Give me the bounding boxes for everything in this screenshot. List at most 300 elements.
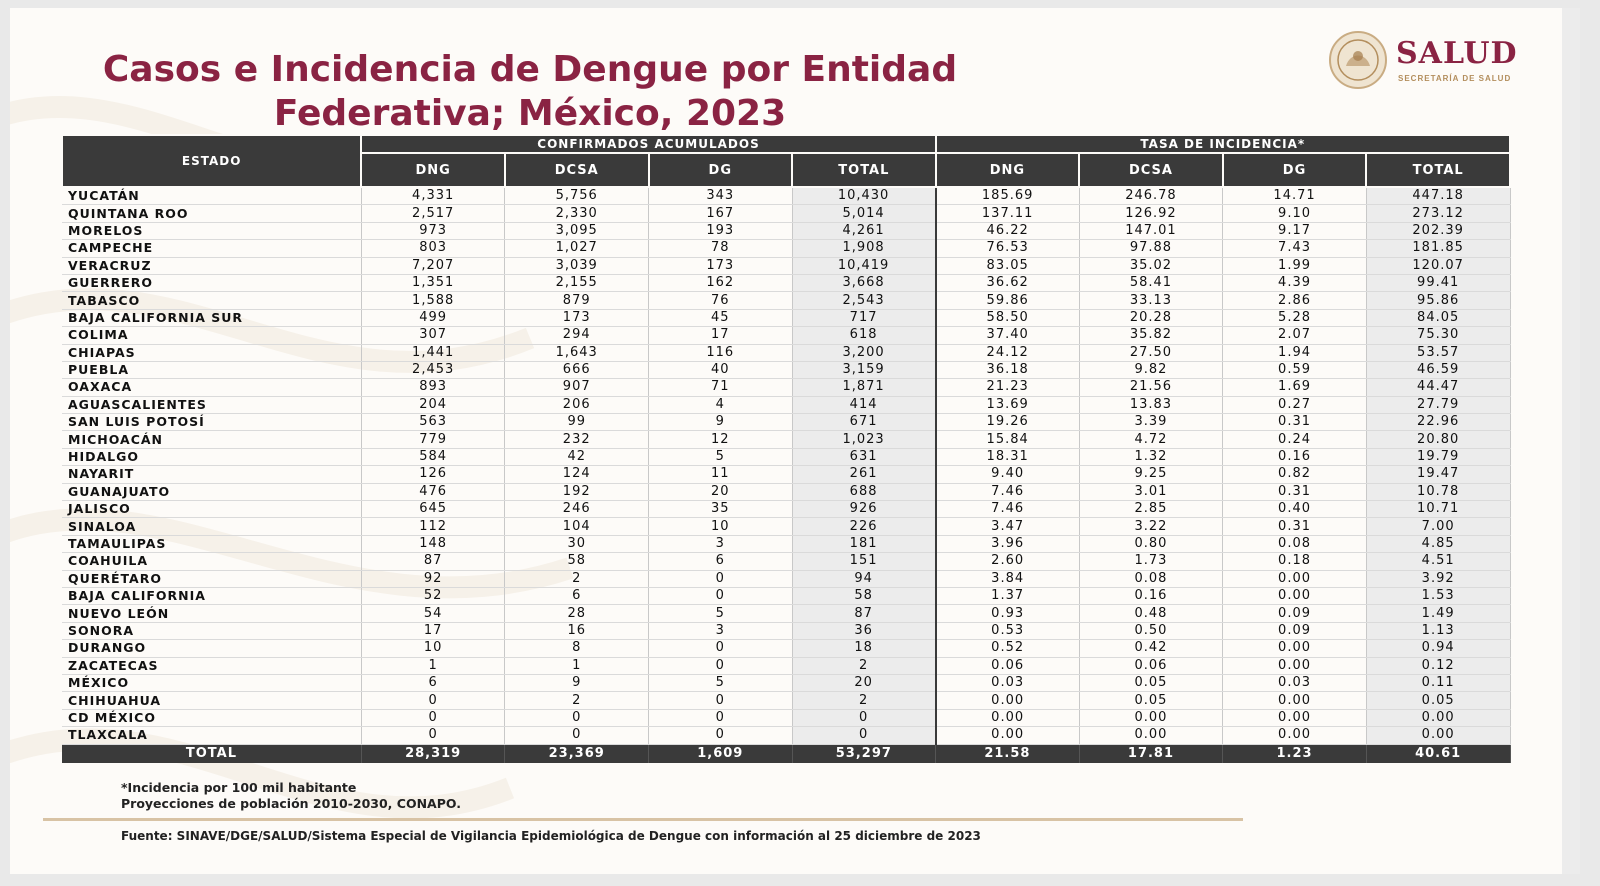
table-row xyxy=(62,344,1510,361)
state-name-cell: MICHOACÁN xyxy=(62,431,361,448)
value-cell: 0.31 xyxy=(1223,414,1367,431)
state-name-cell: TABASCO xyxy=(62,292,361,309)
table-row xyxy=(62,361,1510,378)
value-cell: 0.00 xyxy=(1223,727,1367,744)
table-body xyxy=(62,187,1510,744)
value-cell: 4,261 xyxy=(792,222,936,239)
value-cell: 0.00 xyxy=(936,727,1080,744)
state-name-cell: MÉXICO xyxy=(62,674,361,691)
value-cell: 12 xyxy=(649,431,793,448)
value-cell: 5,756 xyxy=(505,187,649,205)
value-cell: 2,155 xyxy=(505,274,649,291)
table-row xyxy=(62,205,1510,222)
state-name-cell: CHIAPAS xyxy=(62,344,361,361)
value-cell: 0 xyxy=(649,727,793,744)
value-cell: 645 xyxy=(361,501,505,518)
value-cell: 54 xyxy=(361,605,505,622)
col-header: TOTAL xyxy=(1366,153,1510,187)
table-row xyxy=(62,570,1510,587)
value-cell: 27.50 xyxy=(1079,344,1223,361)
source-note: Fuente: SINAVE/DGE/SALUD/Sistema Especial de Vigilancia Epidemiológica de Dengue con información al 25 diciembre de 2023 xyxy=(121,829,981,843)
value-cell: 148 xyxy=(361,535,505,552)
state-name-cell: ZACATECAS xyxy=(62,657,361,674)
value-cell: 584 xyxy=(361,448,505,465)
logo-wordmark: SALUD xyxy=(1396,36,1518,71)
state-name-cell: SONORA xyxy=(62,622,361,639)
logo-subtitle: SECRETARÍA DE SALUD xyxy=(1398,74,1512,83)
state-name-cell: MORELOS xyxy=(62,222,361,239)
value-cell: 173 xyxy=(649,257,793,274)
value-cell: 3.92 xyxy=(1366,570,1510,587)
state-name-cell: AGUASCALIENTES xyxy=(62,396,361,413)
value-cell: 0.05 xyxy=(1079,674,1223,691)
table-row xyxy=(62,431,1510,448)
value-cell: 0.31 xyxy=(1223,483,1367,500)
value-cell: 226 xyxy=(792,518,936,535)
value-cell: 204 xyxy=(361,396,505,413)
value-cell: 37.40 xyxy=(936,327,1080,344)
value-cell: 0.16 xyxy=(1223,448,1367,465)
table-row xyxy=(62,587,1510,604)
value-cell: 0.00 xyxy=(936,692,1080,709)
title-line-1: Casos e Incidencia de Dengue por Entidad xyxy=(102,49,958,90)
value-cell: 181.85 xyxy=(1366,240,1510,257)
value-cell: 3,159 xyxy=(792,361,936,378)
value-cell: 1,027 xyxy=(505,240,649,257)
value-cell: 0 xyxy=(792,709,936,726)
value-cell: 17 xyxy=(361,622,505,639)
group-header-confirmados: CONFIRMADOS ACUMULADOS xyxy=(361,135,935,153)
value-cell: 22.96 xyxy=(1366,414,1510,431)
total-cell: 40.61 xyxy=(1366,744,1510,763)
value-cell: 4.72 xyxy=(1079,431,1223,448)
value-cell: 6 xyxy=(361,674,505,691)
value-cell: 58 xyxy=(505,553,649,570)
value-cell: 36 xyxy=(792,622,936,639)
value-cell: 6 xyxy=(649,553,793,570)
value-cell: 11 xyxy=(649,466,793,483)
state-name-cell: SAN LUIS POTOSÍ xyxy=(62,414,361,431)
value-cell: 0.00 xyxy=(1223,570,1367,587)
value-cell: 193 xyxy=(649,222,793,239)
value-cell: 803 xyxy=(361,240,505,257)
value-cell: 0.50 xyxy=(1079,622,1223,639)
total-cell: 23,369 xyxy=(505,744,649,763)
value-cell: 2,453 xyxy=(361,361,505,378)
value-cell: 19.47 xyxy=(1366,466,1510,483)
value-cell: 58 xyxy=(792,587,936,604)
value-cell: 173 xyxy=(505,309,649,326)
value-cell: 4.85 xyxy=(1366,535,1510,552)
value-cell: 1.49 xyxy=(1366,605,1510,622)
value-cell: 45 xyxy=(649,309,793,326)
value-cell: 5,014 xyxy=(792,205,936,222)
value-cell: 202.39 xyxy=(1366,222,1510,239)
value-cell: 3 xyxy=(649,622,793,639)
value-cell: 124 xyxy=(505,466,649,483)
value-cell: 0.00 xyxy=(1223,657,1367,674)
value-cell: 0.00 xyxy=(1366,727,1510,744)
state-name-cell: BAJA CALIFORNIA SUR xyxy=(62,309,361,326)
value-cell: 0 xyxy=(792,727,936,744)
value-cell: 3 xyxy=(649,535,793,552)
value-cell: 0.05 xyxy=(1079,692,1223,709)
value-cell: 0.52 xyxy=(936,640,1080,657)
value-cell: 1.32 xyxy=(1079,448,1223,465)
value-cell: 1.69 xyxy=(1223,379,1367,396)
value-cell: 58.41 xyxy=(1079,274,1223,291)
value-cell: 87 xyxy=(361,553,505,570)
value-cell: 0 xyxy=(649,657,793,674)
table-row xyxy=(62,709,1510,726)
value-cell: 9 xyxy=(649,414,793,431)
value-cell: 27.79 xyxy=(1366,396,1510,413)
value-cell: 1,871 xyxy=(792,379,936,396)
state-name-cell: NAYARIT xyxy=(62,466,361,483)
value-cell: 1.37 xyxy=(936,587,1080,604)
footnote-population: Proyecciones de población 2010-2030, CONAPO. xyxy=(121,796,461,811)
value-cell: 0.53 xyxy=(936,622,1080,639)
value-cell: 0.27 xyxy=(1223,396,1367,413)
value-cell: 0.00 xyxy=(1366,709,1510,726)
value-cell: 2 xyxy=(792,692,936,709)
value-cell: 21.23 xyxy=(936,379,1080,396)
value-cell: 95.86 xyxy=(1366,292,1510,309)
value-cell: 42 xyxy=(505,448,649,465)
value-cell: 476 xyxy=(361,483,505,500)
value-cell: 97.88 xyxy=(1079,240,1223,257)
salud-logo xyxy=(1328,30,1538,100)
value-cell: 3,200 xyxy=(792,344,936,361)
value-cell: 58.50 xyxy=(936,309,1080,326)
value-cell: 499 xyxy=(361,309,505,326)
value-cell: 1.73 xyxy=(1079,553,1223,570)
state-name-cell: DURANGO xyxy=(62,640,361,657)
value-cell: 0.00 xyxy=(1223,640,1367,657)
value-cell: 0.93 xyxy=(936,605,1080,622)
value-cell: 9 xyxy=(505,674,649,691)
value-cell: 563 xyxy=(361,414,505,431)
value-cell: 1 xyxy=(361,657,505,674)
value-cell: 246 xyxy=(505,501,649,518)
value-cell: 10.71 xyxy=(1366,501,1510,518)
table-row xyxy=(62,657,1510,674)
value-cell: 181 xyxy=(792,535,936,552)
value-cell: 0.48 xyxy=(1079,605,1223,622)
value-cell: 6 xyxy=(505,587,649,604)
col-header: DCSA xyxy=(1079,153,1223,187)
value-cell: 0.06 xyxy=(936,657,1080,674)
table-row xyxy=(62,240,1510,257)
value-cell: 0 xyxy=(361,692,505,709)
value-cell: 631 xyxy=(792,448,936,465)
table-row xyxy=(62,553,1510,570)
slide xyxy=(10,8,1580,874)
value-cell: 893 xyxy=(361,379,505,396)
table-row xyxy=(62,309,1510,326)
value-cell: 2.85 xyxy=(1079,501,1223,518)
value-cell: 76 xyxy=(649,292,793,309)
value-cell: 0 xyxy=(649,692,793,709)
value-cell: 2,517 xyxy=(361,205,505,222)
value-cell: 232 xyxy=(505,431,649,448)
value-cell: 13.69 xyxy=(936,396,1080,413)
value-cell: 9.10 xyxy=(1223,205,1367,222)
col-header: DG xyxy=(649,153,793,187)
value-cell: 7.46 xyxy=(936,483,1080,500)
value-cell: 0.16 xyxy=(1079,587,1223,604)
table-row xyxy=(62,257,1510,274)
value-cell: 0.40 xyxy=(1223,501,1367,518)
value-cell: 0.82 xyxy=(1223,466,1367,483)
value-cell: 4,331 xyxy=(361,187,505,205)
value-cell: 84.05 xyxy=(1366,309,1510,326)
table-row xyxy=(62,274,1510,291)
value-cell: 1,908 xyxy=(792,240,936,257)
table-row xyxy=(62,379,1510,396)
value-cell: 9.82 xyxy=(1079,361,1223,378)
value-cell: 185.69 xyxy=(936,187,1080,205)
value-cell: 0.11 xyxy=(1366,674,1510,691)
value-cell: 35 xyxy=(649,501,793,518)
state-name-cell: HIDALGO xyxy=(62,448,361,465)
value-cell: 10 xyxy=(361,640,505,657)
state-name-cell: TAMAULIPAS xyxy=(62,535,361,552)
value-cell: 33.13 xyxy=(1079,292,1223,309)
value-cell: 1,588 xyxy=(361,292,505,309)
value-cell: 206 xyxy=(505,396,649,413)
value-cell: 19.26 xyxy=(936,414,1080,431)
value-cell: 688 xyxy=(792,483,936,500)
value-cell: 0.00 xyxy=(1223,692,1367,709)
value-cell: 52 xyxy=(361,587,505,604)
col-header: DG xyxy=(1223,153,1367,187)
value-cell: 126 xyxy=(361,466,505,483)
table-row xyxy=(62,692,1510,709)
value-cell: 307 xyxy=(361,327,505,344)
value-cell: 2,543 xyxy=(792,292,936,309)
total-label: TOTAL xyxy=(62,744,361,763)
value-cell: 28 xyxy=(505,605,649,622)
value-cell: 666 xyxy=(505,361,649,378)
value-cell: 20.80 xyxy=(1366,431,1510,448)
state-name-cell: PUEBLA xyxy=(62,361,361,378)
value-cell: 30 xyxy=(505,535,649,552)
value-cell: 75.30 xyxy=(1366,327,1510,344)
value-cell: 0 xyxy=(649,587,793,604)
table-row xyxy=(62,414,1510,431)
value-cell: 1.94 xyxy=(1223,344,1367,361)
value-cell: 112 xyxy=(361,518,505,535)
value-cell: 10 xyxy=(649,518,793,535)
value-cell: 92 xyxy=(361,570,505,587)
value-cell: 126.92 xyxy=(1079,205,1223,222)
value-cell: 147.01 xyxy=(1079,222,1223,239)
value-cell: 0.42 xyxy=(1079,640,1223,657)
value-cell: 116 xyxy=(649,344,793,361)
value-cell: 717 xyxy=(792,309,936,326)
col-header: TOTAL xyxy=(792,153,936,187)
value-cell: 3,095 xyxy=(505,222,649,239)
table-row xyxy=(62,518,1510,535)
value-cell: 3.47 xyxy=(936,518,1080,535)
state-name-cell: NUEVO LEÓN xyxy=(62,605,361,622)
value-cell: 0.00 xyxy=(936,709,1080,726)
value-cell: 1.13 xyxy=(1366,622,1510,639)
table-row xyxy=(62,727,1510,744)
col-header: DNG xyxy=(361,153,505,187)
value-cell: 10.78 xyxy=(1366,483,1510,500)
right-edge-strip xyxy=(1562,8,1580,874)
value-cell: 120.07 xyxy=(1366,257,1510,274)
value-cell: 0.94 xyxy=(1366,640,1510,657)
value-cell: 5 xyxy=(649,448,793,465)
value-cell: 2 xyxy=(505,570,649,587)
value-cell: 167 xyxy=(649,205,793,222)
value-cell: 0 xyxy=(505,709,649,726)
value-cell: 273.12 xyxy=(1366,205,1510,222)
group-header-tasa: TASA DE INCIDENCIA* xyxy=(936,135,1510,153)
value-cell: 17 xyxy=(649,327,793,344)
value-cell: 5 xyxy=(649,674,793,691)
value-cell: 8 xyxy=(505,640,649,657)
table-row xyxy=(62,501,1510,518)
value-cell: 87 xyxy=(792,605,936,622)
state-name-cell: CD MÉXICO xyxy=(62,709,361,726)
value-cell: 907 xyxy=(505,379,649,396)
value-cell: 20.28 xyxy=(1079,309,1223,326)
value-cell: 1,023 xyxy=(792,431,936,448)
state-name-cell: GUERRERO xyxy=(62,274,361,291)
value-cell: 0.59 xyxy=(1223,361,1367,378)
value-cell: 2 xyxy=(792,657,936,674)
value-cell: 294 xyxy=(505,327,649,344)
value-cell: 261 xyxy=(792,466,936,483)
total-cell: 53,297 xyxy=(792,744,936,763)
value-cell: 0.12 xyxy=(1366,657,1510,674)
state-name-cell: QUERÉTARO xyxy=(62,570,361,587)
state-name-cell: COLIMA xyxy=(62,327,361,344)
state-name-cell: CAMPECHE xyxy=(62,240,361,257)
value-cell: 0.00 xyxy=(1079,727,1223,744)
value-cell: 1,441 xyxy=(361,344,505,361)
value-cell: 1.53 xyxy=(1366,587,1510,604)
value-cell: 162 xyxy=(649,274,793,291)
value-cell: 0.08 xyxy=(1223,535,1367,552)
value-cell: 94 xyxy=(792,570,936,587)
value-cell: 20 xyxy=(649,483,793,500)
value-cell: 14.71 xyxy=(1223,187,1367,205)
value-cell: 40 xyxy=(649,361,793,378)
value-cell: 0 xyxy=(505,727,649,744)
state-name-cell: QUINTANA ROO xyxy=(62,205,361,222)
value-cell: 3.96 xyxy=(936,535,1080,552)
state-name-cell: JALISCO xyxy=(62,501,361,518)
table-row xyxy=(62,640,1510,657)
value-cell: 35.02 xyxy=(1079,257,1223,274)
value-cell: 5.28 xyxy=(1223,309,1367,326)
value-cell: 46.59 xyxy=(1366,361,1510,378)
value-cell: 76.53 xyxy=(936,240,1080,257)
value-cell: 137.11 xyxy=(936,205,1080,222)
value-cell: 18 xyxy=(792,640,936,657)
table-row xyxy=(62,187,1510,205)
state-name-cell: OAXACA xyxy=(62,379,361,396)
value-cell: 779 xyxy=(361,431,505,448)
value-cell: 1.99 xyxy=(1223,257,1367,274)
value-cell: 19.79 xyxy=(1366,448,1510,465)
value-cell: 2.86 xyxy=(1223,292,1367,309)
divider xyxy=(43,818,1243,821)
value-cell: 9.25 xyxy=(1079,466,1223,483)
value-cell: 99 xyxy=(505,414,649,431)
value-cell: 0 xyxy=(649,709,793,726)
total-cell: 17.81 xyxy=(1079,744,1223,763)
col-header-estado: ESTADO xyxy=(62,135,361,187)
value-cell: 0 xyxy=(649,570,793,587)
table-row xyxy=(62,483,1510,500)
value-cell: 10,430 xyxy=(792,187,936,205)
state-name-cell: YUCATÁN xyxy=(62,187,361,205)
value-cell: 414 xyxy=(792,396,936,413)
value-cell: 2.60 xyxy=(936,553,1080,570)
value-cell: 59.86 xyxy=(936,292,1080,309)
value-cell: 0.00 xyxy=(1223,709,1367,726)
mexico-seal-icon xyxy=(1328,30,1388,90)
value-cell: 0.00 xyxy=(1079,709,1223,726)
footnotes xyxy=(121,780,461,812)
value-cell: 71 xyxy=(649,379,793,396)
value-cell: 0.06 xyxy=(1079,657,1223,674)
value-cell: 15.84 xyxy=(936,431,1080,448)
value-cell: 447.18 xyxy=(1366,187,1510,205)
total-cell: 28,319 xyxy=(361,744,505,763)
value-cell: 44.47 xyxy=(1366,379,1510,396)
value-cell: 9.40 xyxy=(936,466,1080,483)
value-cell: 1 xyxy=(505,657,649,674)
value-cell: 0.09 xyxy=(1223,622,1367,639)
value-cell: 83.05 xyxy=(936,257,1080,274)
state-name-cell: VERACRUZ xyxy=(62,257,361,274)
value-cell: 0.80 xyxy=(1079,535,1223,552)
value-cell: 246.78 xyxy=(1079,187,1223,205)
value-cell: 973 xyxy=(361,222,505,239)
value-cell: 0.09 xyxy=(1223,605,1367,622)
value-cell: 36.62 xyxy=(936,274,1080,291)
value-cell: 35.82 xyxy=(1079,327,1223,344)
state-name-cell: COAHUILA xyxy=(62,553,361,570)
value-cell: 671 xyxy=(792,414,936,431)
value-cell: 0 xyxy=(649,640,793,657)
state-name-cell: CHIHUAHUA xyxy=(62,692,361,709)
value-cell: 46.22 xyxy=(936,222,1080,239)
total-cell: 1.23 xyxy=(1223,744,1367,763)
value-cell: 0.24 xyxy=(1223,431,1367,448)
value-cell: 104 xyxy=(505,518,649,535)
table-row xyxy=(62,292,1510,309)
value-cell: 3.01 xyxy=(1079,483,1223,500)
value-cell: 2,330 xyxy=(505,205,649,222)
value-cell: 0 xyxy=(361,727,505,744)
value-cell: 5 xyxy=(649,605,793,622)
value-cell: 0.08 xyxy=(1079,570,1223,587)
value-cell: 10,419 xyxy=(792,257,936,274)
value-cell: 0 xyxy=(361,709,505,726)
value-cell: 2 xyxy=(505,692,649,709)
value-cell: 2.07 xyxy=(1223,327,1367,344)
value-cell: 151 xyxy=(792,553,936,570)
value-cell: 926 xyxy=(792,501,936,518)
